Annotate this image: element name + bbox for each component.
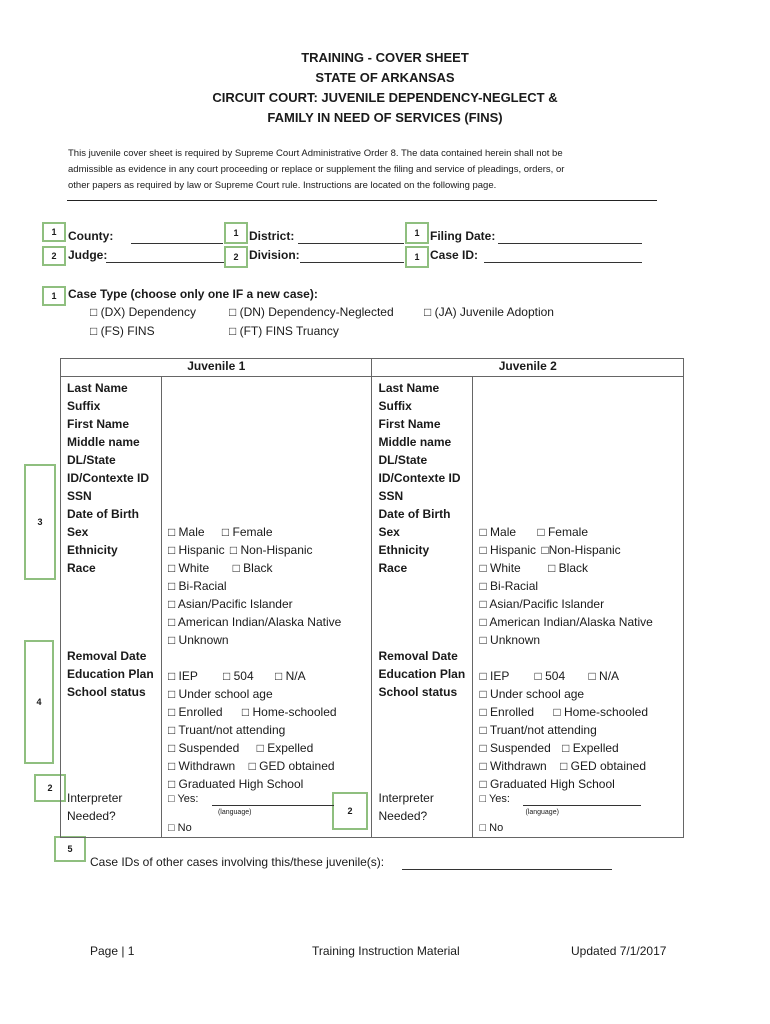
county-label: County: bbox=[68, 229, 114, 243]
j1-edu-504[interactable]: □ 504 bbox=[223, 669, 254, 683]
j1-school-truant[interactable]: □ Truant/not attending bbox=[167, 723, 286, 737]
case-id-field[interactable] bbox=[484, 262, 642, 263]
intro-line-2: admissible as evidence in any court proceeding or replace or supplement the filing and service of pleadings, orders, or bbox=[68, 164, 565, 175]
divider bbox=[67, 200, 657, 201]
j1-ssn-value[interactable] bbox=[168, 487, 366, 505]
footer-page: Page | 1 bbox=[90, 944, 135, 958]
j1-sex-male[interactable]: □ Male bbox=[167, 525, 205, 539]
j1-race-native[interactable]: □ American Indian/Alaska Native bbox=[167, 615, 342, 629]
badge-casetype: 1 bbox=[42, 286, 66, 306]
label-removal-date: Removal Date bbox=[67, 649, 147, 663]
j2-first-name-value[interactable] bbox=[479, 415, 677, 433]
intro-line-1: This juvenile cover sheet is required by Supreme Court Administrative Order 8. The data contained herein shall not be bbox=[68, 148, 563, 159]
label-dl: DL/State bbox=[67, 453, 116, 467]
title-line-4: FAMILY IN NEED OF SERVICES (FINS) bbox=[267, 110, 503, 125]
j1-race-asian[interactable]: □ Asian/Pacific Islander bbox=[167, 597, 293, 611]
filing-date-field[interactable] bbox=[498, 243, 642, 244]
juvenile-2-values bbox=[473, 377, 684, 838]
j2-label-first-name: First Name bbox=[378, 417, 441, 431]
j2-sex-male[interactable]: □ Male bbox=[479, 525, 517, 539]
j2-language-hint: (language) bbox=[525, 809, 559, 816]
j1-race-biracial[interactable]: □ Bi-Racial bbox=[167, 579, 227, 593]
badge-county: 1 bbox=[42, 222, 66, 242]
badge-interpreter-2: 2 bbox=[332, 792, 368, 830]
badge-section-5: 5 bbox=[54, 836, 86, 862]
j1-ethnicity-hispanic[interactable]: □ Hispanic bbox=[167, 543, 225, 557]
j2-race-black[interactable]: □ Black bbox=[548, 561, 588, 575]
j2-ethnicity-hispanic[interactable]: □ Hispanic bbox=[479, 543, 537, 557]
j2-race-biracial[interactable]: □ Bi-Racial bbox=[479, 579, 539, 593]
j1-school-ged[interactable]: □ GED obtained bbox=[248, 759, 335, 773]
j2-school-enrolled[interactable]: □ Enrolled bbox=[479, 705, 535, 719]
j1-school-home[interactable]: □ Home-schooled bbox=[241, 705, 337, 719]
badge-filing: 1 bbox=[405, 222, 429, 244]
j1-school-suspended[interactable]: □ Suspended bbox=[167, 741, 240, 755]
case-type-dx[interactable]: □ (DX) Dependency bbox=[90, 305, 196, 319]
case-id-label: Case ID: bbox=[430, 248, 479, 262]
j2-ssn-value[interactable] bbox=[479, 487, 677, 505]
case-type-dn[interactable]: □ (DN) Dependency-Neglected bbox=[229, 305, 394, 319]
case-type-ja[interactable]: □ (JA) Juvenile Adoption bbox=[424, 305, 554, 319]
label-suffix: Suffix bbox=[67, 399, 101, 413]
j2-edu-na[interactable]: □ N/A bbox=[588, 669, 620, 683]
j2-label-dob: Date of Birth bbox=[378, 507, 451, 521]
j2-sex-female[interactable]: □ Female bbox=[537, 525, 588, 539]
j2-middle-name-value[interactable] bbox=[479, 433, 677, 451]
j2-label-middle-name: Middle name bbox=[378, 435, 452, 449]
label-dob: Date of Birth bbox=[67, 507, 139, 521]
label-middle-name: Middle name bbox=[67, 435, 140, 449]
county-field[interactable] bbox=[131, 243, 223, 244]
label-first-name: First Name bbox=[67, 417, 130, 431]
badge-district: 1 bbox=[224, 222, 248, 244]
j2-dl-value[interactable] bbox=[479, 451, 677, 469]
j1-school-withdrawn[interactable]: □ Withdrawn bbox=[167, 759, 236, 773]
j1-edu-na[interactable]: □ N/A bbox=[274, 669, 306, 683]
district-label: District: bbox=[249, 229, 295, 243]
footer-center: Training Instruction Material bbox=[312, 944, 460, 958]
j2-label-needed: Needed? bbox=[378, 809, 428, 823]
juvenile-table bbox=[60, 358, 684, 838]
label-interpreter: Interpreter bbox=[67, 791, 123, 805]
j2-interpreter-no[interactable]: □ No bbox=[479, 822, 504, 834]
j2-school-withdrawn[interactable]: □ Withdrawn bbox=[479, 759, 547, 773]
j1-sex-female[interactable]: □ Female bbox=[221, 525, 273, 539]
district-field[interactable] bbox=[298, 243, 404, 244]
other-cases-field[interactable] bbox=[402, 869, 612, 870]
label-education-plan: Education Plan bbox=[67, 667, 154, 681]
j2-school-graduated[interactable]: □ Graduated High School bbox=[479, 777, 615, 791]
j1-ethnicity-nonhispanic[interactable]: □ Non-Hispanic bbox=[229, 543, 313, 557]
j1-interpreter-yes[interactable]: □ Yes: bbox=[167, 793, 199, 805]
badge-judge: 2 bbox=[42, 246, 66, 266]
filing-date-label: Filing Date: bbox=[430, 229, 496, 243]
j2-label-suffix: Suffix bbox=[378, 399, 412, 413]
intro-line-3: other papers as required by law or Supreme Court rule. Instructions are located on the following page. bbox=[68, 180, 497, 191]
j2-race-asian[interactable]: □ Asian/Pacific Islander bbox=[479, 597, 605, 611]
j2-school-truant[interactable]: □ Truant/not attending bbox=[479, 723, 597, 737]
case-type-label: Case Type (choose only one IF a new case): bbox=[68, 287, 318, 301]
division-label: Division: bbox=[249, 248, 300, 262]
j2-label-ssn: SSN bbox=[378, 489, 404, 503]
j2-dob-value[interactable] bbox=[479, 505, 677, 523]
j1-suffix-value[interactable] bbox=[168, 397, 366, 415]
j2-race-native[interactable]: □ American Indian/Alaska Native bbox=[479, 615, 653, 629]
label-ethnicity: Ethnicity bbox=[67, 543, 118, 557]
j2-label-school-status: School status bbox=[378, 685, 458, 699]
j1-first-name-value[interactable] bbox=[168, 415, 366, 433]
badge-interpreter-1: 2 bbox=[34, 774, 66, 802]
j1-school-under[interactable]: □ Under school age bbox=[167, 687, 273, 701]
label-last-name: Last Name bbox=[67, 381, 128, 395]
case-type-fs[interactable]: □ (FS) FINS bbox=[90, 324, 155, 338]
other-cases-label: Case IDs of other cases involving this/these juvenile(s): bbox=[90, 855, 385, 869]
j2-edu-iep[interactable]: □ IEP bbox=[479, 669, 510, 683]
j2-race-white[interactable]: □ White bbox=[479, 561, 521, 575]
j1-interpreter-no[interactable]: □ No bbox=[167, 822, 192, 834]
juvenile-1-header: Juvenile 1 bbox=[61, 359, 372, 377]
juvenile-2-header: Juvenile 2 bbox=[372, 359, 684, 377]
j2-removal-date-value[interactable] bbox=[479, 649, 677, 667]
j2-last-name-value[interactable] bbox=[479, 379, 677, 397]
j2-label-dl: DL/State bbox=[378, 453, 428, 467]
j2-edu-504[interactable]: □ 504 bbox=[534, 669, 566, 683]
j2-label-removal-date: Removal Date bbox=[378, 649, 458, 663]
j2-label-sex: Sex bbox=[378, 525, 400, 539]
juvenile-2-labels bbox=[372, 377, 473, 838]
title-line-1: TRAINING - COVER SHEET bbox=[301, 50, 469, 65]
j1-edu-iep[interactable]: □ IEP bbox=[167, 669, 198, 683]
label-ssn: SSN bbox=[67, 489, 92, 503]
j2-label-ethnicity: Ethnicity bbox=[378, 543, 430, 557]
j2-race-unknown[interactable]: □ Unknown bbox=[479, 633, 541, 647]
j1-race-unknown[interactable]: □ Unknown bbox=[167, 633, 229, 647]
j2-suffix-value[interactable] bbox=[479, 397, 677, 415]
j2-label-last-name: Last Name bbox=[378, 381, 440, 395]
j1-school-graduated[interactable]: □ Graduated High School bbox=[167, 777, 304, 791]
j2-label-contexte-id: ID/Contexte ID bbox=[378, 471, 461, 485]
footer-updated: Updated 7/1/2017 bbox=[571, 944, 667, 958]
label-race: Race bbox=[67, 561, 96, 575]
j2-school-expelled[interactable]: □ Expelled bbox=[562, 741, 619, 755]
judge-field[interactable] bbox=[106, 262, 224, 263]
j2-label-race: Race bbox=[378, 561, 408, 575]
j2-school-ged[interactable]: □ GED obtained bbox=[560, 759, 647, 773]
j2-label-interpreter: Interpreter bbox=[378, 791, 434, 805]
badge-section-4: 4 bbox=[24, 640, 54, 764]
label-sex: Sex bbox=[67, 525, 89, 539]
label-needed: Needed? bbox=[67, 809, 116, 823]
division-field[interactable] bbox=[300, 262, 404, 263]
j2-interpreter-yes[interactable]: □ Yes: bbox=[479, 793, 510, 805]
j1-middle-name-value[interactable] bbox=[168, 433, 366, 451]
j1-school-expelled[interactable]: □ Expelled bbox=[256, 741, 314, 755]
label-contexte-id: ID/Contexte ID bbox=[67, 471, 150, 485]
judge-label: Judge: bbox=[68, 248, 108, 262]
j1-dl-value[interactable] bbox=[168, 451, 366, 469]
title-line-2: STATE OF ARKANSAS bbox=[315, 70, 455, 85]
j1-language-hint: (language) bbox=[217, 809, 252, 816]
j1-removal-date-value[interactable] bbox=[168, 649, 366, 667]
j2-language-field[interactable] bbox=[523, 805, 641, 806]
j2-school-home[interactable]: □ Home-schooled bbox=[553, 705, 649, 719]
case-type-ft[interactable]: □ (FT) FINS Truancy bbox=[229, 324, 339, 338]
juvenile-1-values bbox=[161, 377, 372, 838]
badge-division: 2 bbox=[224, 246, 248, 268]
badge-caseid: 1 bbox=[405, 246, 429, 268]
j1-race-black[interactable]: □ Black bbox=[232, 561, 273, 575]
j2-label-education-plan: Education Plan bbox=[378, 667, 466, 681]
j2-school-under[interactable]: □ Under school age bbox=[479, 687, 585, 701]
j2-school-suspended[interactable]: □ Suspended bbox=[479, 741, 551, 755]
j1-language-field[interactable] bbox=[212, 805, 334, 806]
title-line-3: CIRCUIT COURT: JUVENILE DEPENDENCY-NEGLECT & bbox=[212, 90, 558, 105]
juvenile-1-labels bbox=[61, 377, 162, 838]
j1-race-white[interactable]: □ White bbox=[167, 561, 210, 575]
j1-dob-value[interactable] bbox=[168, 505, 366, 523]
label-school-status: School status bbox=[67, 685, 146, 699]
badge-section-3: 3 bbox=[24, 464, 56, 580]
j1-school-enrolled[interactable]: □ Enrolled bbox=[167, 705, 223, 719]
j1-last-name-value[interactable] bbox=[168, 379, 366, 397]
j2-ethnicity-nonhispanic[interactable]: □Non-Hispanic bbox=[541, 543, 621, 557]
